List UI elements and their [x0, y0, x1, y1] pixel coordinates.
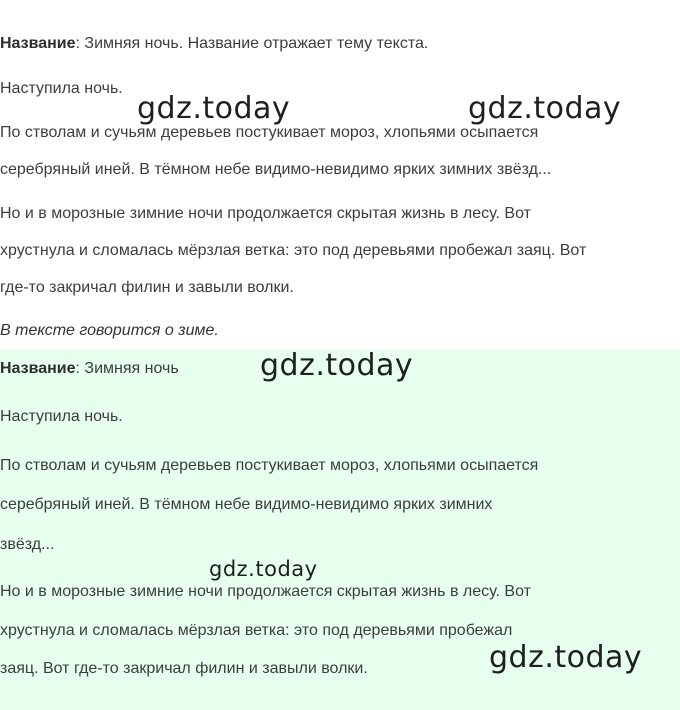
text-line: хрустнула и сломалась мёрзлая ветка: это под деревьями пробежал заяц. Вот [0, 242, 587, 259]
title-label: Название [0, 360, 76, 377]
text-line: Но и в морозные зимние ночи продолжается скрытая жизнь в лесу. Вот [0, 583, 531, 600]
conclusion-text: В тексте говорится о зиме. [0, 322, 219, 339]
text-line: серебряный иней. В тёмном небе видимо-невидимо ярких зимних [0, 496, 493, 513]
text-line: звёзд... [0, 536, 55, 553]
title-line [0, 360, 179, 378]
text-line: Наступила ночь. [0, 408, 123, 425]
watermark: gdz.today [260, 348, 414, 383]
text-line: серебряный иней. В тёмном небе видимо-невидимо ярких зимних звёзд... [0, 161, 552, 178]
title-label: Название [0, 35, 76, 52]
text-line: Но и в морозные зимние ночи продолжается скрытая жизнь в лесу. Вот [0, 205, 531, 222]
text-line: хрустнула и сломалась мёрзлая ветка: это под деревьями пробежал [0, 622, 513, 639]
text-line: где-то закричал филин и завыли волки. [0, 279, 294, 296]
watermark: gdz.today [209, 557, 318, 581]
watermark: gdz.today [468, 91, 622, 126]
text-line: Наступила ночь. [0, 80, 123, 97]
watermark: gdz.today [489, 640, 643, 675]
title-text: : Зимняя ночь. Название отражает тему текста. [75, 35, 429, 52]
text-line: По стволам и сучьям деревьев постукивает мороз, хлопьями осыпается [0, 457, 539, 474]
text-line: По стволам и сучьям деревьев постукивает мороз, хлопьями осыпается [0, 124, 539, 141]
watermark: gdz.today [137, 91, 291, 126]
answer-block-top [0, 0, 680, 350]
title-line [0, 35, 428, 53]
text-line: заяц. Вот где-то закричал филин и завыли волки. [0, 660, 368, 677]
title-text: : Зимняя ночь [75, 360, 179, 377]
